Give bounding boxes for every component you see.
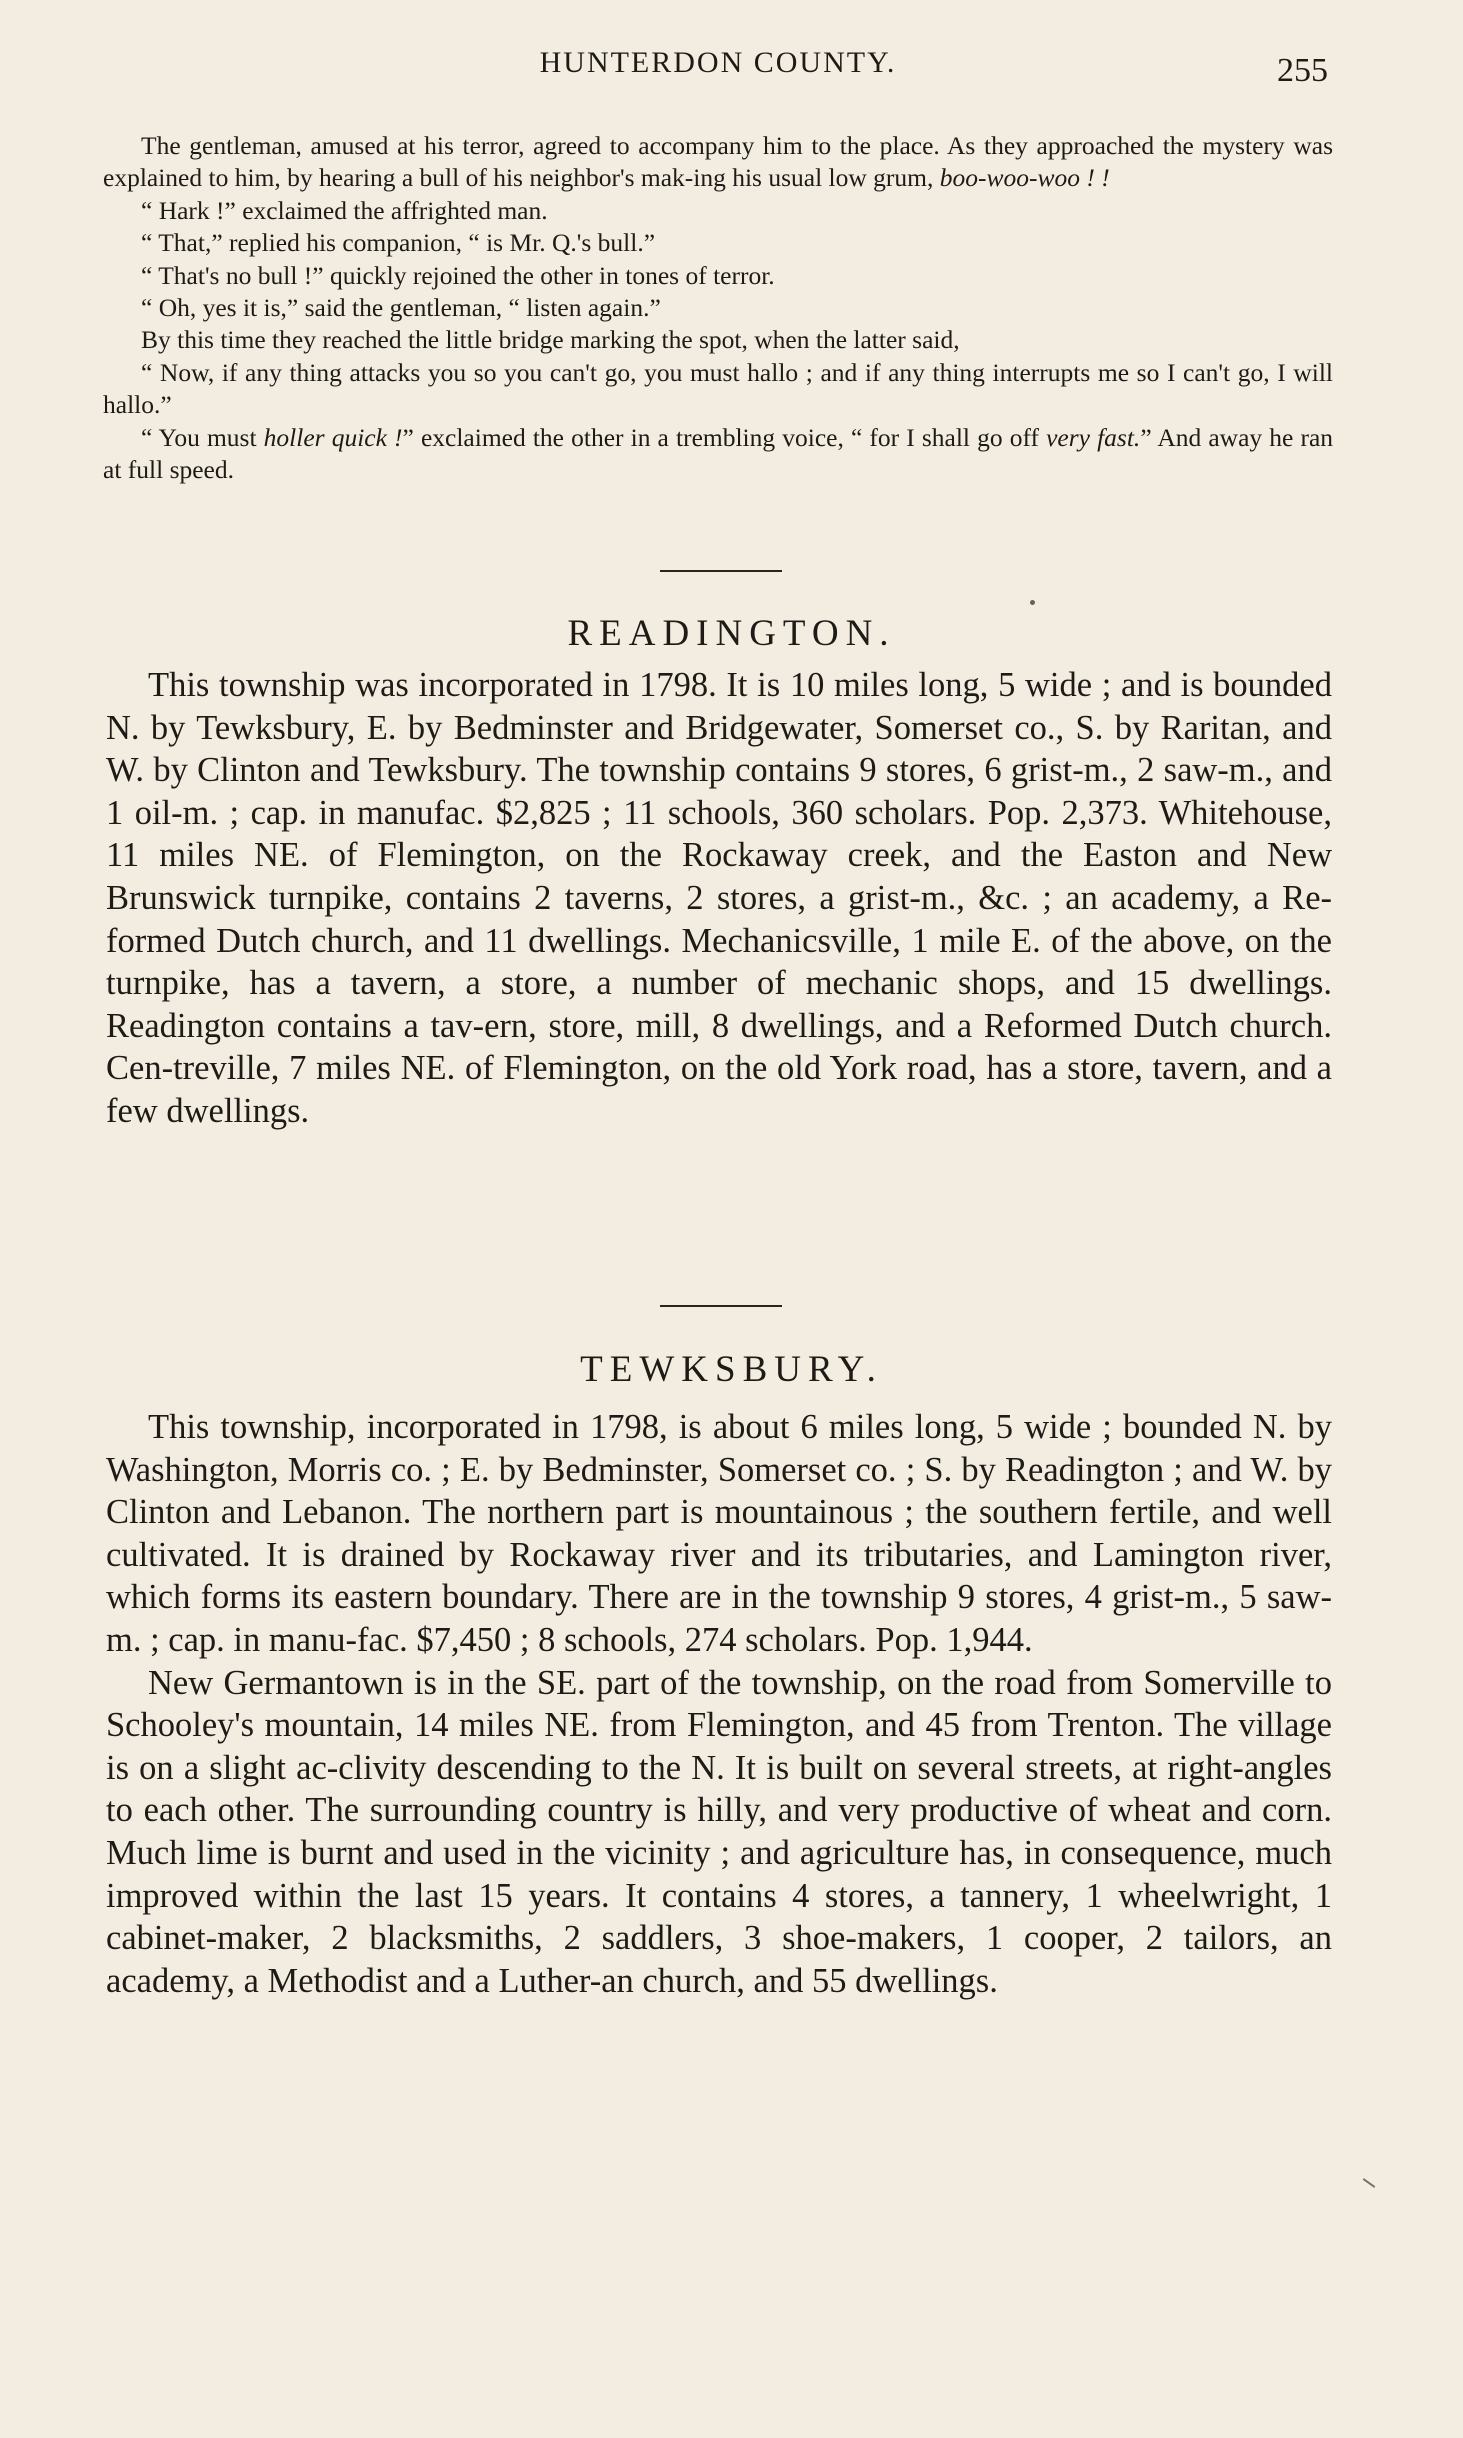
- anecdote-paragraph-8: [103, 422, 1333, 487]
- section-title-tewksbury: TEWKSBURY.: [580, 1349, 883, 1390]
- anecdote-paragraph-2: “ Hark !” exclaimed the affrighted man.: [141, 195, 548, 225]
- anecdote-paragraph-3: “ That,” replied his companion, “ is Mr. Q.'s bull.”: [141, 228, 656, 258]
- anecdote-paragraph-7: “ Now, if any thing attacks you so you can't go, you must hallo ; and if any thing interrupts me so I can't go, I will hallo.”: [103, 357, 1333, 420]
- anecdote-paragraph-4: “ That's no bull !” quickly rejoined the other in tones of terror.: [141, 260, 775, 290]
- section-divider-2: [660, 1305, 782, 1307]
- anecdote-p8-italic-1: holler quick !: [263, 422, 403, 452]
- tewksbury-text: [106, 1406, 1332, 2002]
- page-header: [108, 46, 1328, 106]
- anecdote-p8-a: “ You must: [141, 422, 264, 452]
- section-title-readington: READINGTON.: [567, 613, 896, 654]
- anecdote-text: [103, 130, 1333, 486]
- anecdote-p8-c: ” And away he ran at full speed.: [103, 422, 1334, 485]
- anecdote-paragraph-5: “ Oh, yes it is,” said the gentleman, “ listen again.”: [141, 293, 661, 323]
- anecdote-paragraph-1: [103, 130, 1333, 195]
- anecdote-p1-text: The gentleman, amused at his terror, agreed to accompany him to the place. As they approached the mystery was explained to him, by hearing a bull of his neighbor's mak-ing his usual low grum,: [103, 131, 1333, 193]
- running-head: HUNTERDON COUNTY.: [539, 46, 897, 79]
- page-number: 255: [1277, 52, 1328, 89]
- anecdote-sound-italic: boo-woo-woo ! !: [939, 163, 1110, 193]
- anecdote-p8-b: ” exclaimed the other in a trembling voice, “ for I shall go off: [402, 422, 1047, 452]
- anecdote-p8-italic-2: very fast.: [1046, 422, 1141, 452]
- section-divider-1: [660, 570, 782, 572]
- readington-text: [106, 664, 1332, 1133]
- paper-mark: [1363, 2178, 1376, 2188]
- paper-speck: [1030, 600, 1035, 605]
- tewksbury-paragraph-2: New Germantown is in the SE. part of the township, on the road from Somerville to Schooley's mountain, 14 miles NE. from Flemington, and 45 from Trenton. The village is on a slight ac-clivity descending to the N. It is built on several streets, at right-angles to each other. The surrounding country is hilly, and very productive of wheat and corn. Much lime is burnt and used in the vicinity ; and agriculture has, in consequence, much improved within the last 15 years. It contains 4 stores, a tannery, 1 wheelwright, 1 cabinet-maker, 2 blacksmiths, 2 saddlers, 3 shoe-makers, 1 cooper, 2 tailors, an academy, a Methodist and a Luther-an church, and 55 dwellings.: [106, 1663, 1332, 2000]
- readington-paragraph: This township was incorporated in 1798. It is 10 miles long, 5 wide ; and is bounded N. by Tewksbury, E. by Bedminster and Bridgewater, Somerset co., S. by Raritan, and W. by Clinton and Tewksbury. The township contains 9 stores, 6 grist-m., 2 saw-m., and 1 oil-m. ; cap. in manufac. $2,825 ; 11 schools, 360 scholars. Pop. 2,373. Whitehouse, 11 miles NE. of Flemington, on the Rockaway creek, and the Easton and New Brunswick turnpike, contains 2 taverns, 2 stores, a grist-m., &c. ; an academy, a Re-formed Dutch church, and 11 dwellings. Mechanicsville, 1 mile E. of the above, on the turnpike, has a tavern, a store, a number of mechanic shops, and 15 dwellings. Readington contains a tav-ern, store, mill, 8 dwellings, and a Reformed Dutch church. Cen-treville, 7 miles NE. of Flemington, on the old York road, has a store, tavern, and a few dwellings.: [106, 666, 1332, 1130]
- anecdote-paragraph-6: By this time they reached the little bridge marking the spot, when the latter said,: [141, 325, 960, 355]
- tewksbury-paragraph-1: This township, incorporated in 1798, is about 6 miles long, 5 wide ; bounded N. by Washington, Morris co. ; E. by Bedminster, Somerset co. ; S. by Readington ; and W. by Clinton and Lebanon. The northern part is mountainous ; the southern fertile, and well cultivated. It is drained by Rockaway river and its tributaries, and Lamington river, which forms its eastern boundary. There are in the township 9 stores, 4 grist-m., 5 saw-m. ; cap. in manu-fac. $7,450 ; 8 schools, 274 scholars. Pop. 1,944.: [106, 1408, 1332, 1659]
